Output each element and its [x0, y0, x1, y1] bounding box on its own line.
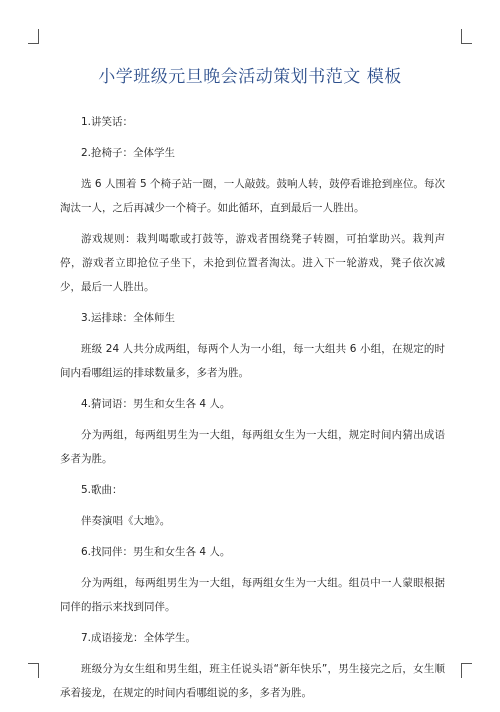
section-heading-jokes: 1.讲笑话： [81, 116, 134, 128]
document-body [60, 110, 445, 712]
section-heading-idiom-chain: 7.成语接龙：全体学生。 [81, 632, 197, 644]
section-heading-guess-words: 4.猜词语：男生和女生各 4 人。 [81, 398, 231, 410]
section-heading-find-partner: 6.找同伴：男生和女生各 4 人。 [81, 546, 231, 558]
paragraph: 游戏规则：栽判喝歌或打鼓等，游戏者围绕凳子转圈，可拍掌助兴。栽判声停，游戏者立即抢位子坐下，未抢到位置者淘汰。进入下一轮游戏，凳子依次减少，最后一人胜出。 [60, 233, 445, 293]
section-heading-chairs: 2.抢椅子：全体学生 [81, 147, 176, 159]
crop-mark-top-left [28, 29, 39, 44]
crop-mark-bottom-right [461, 663, 472, 678]
section-heading-song: 5.歌曲： [81, 484, 123, 496]
crop-mark-bottom-left [28, 663, 39, 678]
paragraph: 分为两组，每两组男生为一大组，每两组女生为一大组。组员中一人蒙眼根据同伴的指示来找到同伴。 [60, 577, 445, 613]
paragraph: 分为两组，每两组男生为一大组，每两组女生为一大组，规定时间内猜出成语多者为胜。 [60, 429, 445, 465]
section-heading-volleyball: 3.运排球：全体师生 [81, 312, 176, 324]
paragraph: 班级 24 人共分成两组，每两个人为一小组，每一大组共 6 小组，在规定的时间内看哪组运的排球数量多，多者为胜。 [60, 343, 445, 379]
document-title: 小学班级元旦晚会活动策划书范文 模板 [98, 67, 402, 87]
paragraph: 班级分为女生组和男生组，班主任说头语“新年快乐”，男生接完之后，女生顺承着接龙，在规定的时间内看哪组说的多，多者为胜。 [60, 663, 445, 699]
paragraph: 选 6 人围着 5 个椅子站一圈，一人敲鼓。鼓响人转，鼓停看谁抢到座位。每次淘汰一人，之后再减少一个椅子。如此循环，直到最后一人胜出。 [60, 178, 445, 214]
paragraph: 伴奏演唱《大地》。 [81, 515, 171, 527]
crop-mark-top-right [461, 29, 472, 44]
